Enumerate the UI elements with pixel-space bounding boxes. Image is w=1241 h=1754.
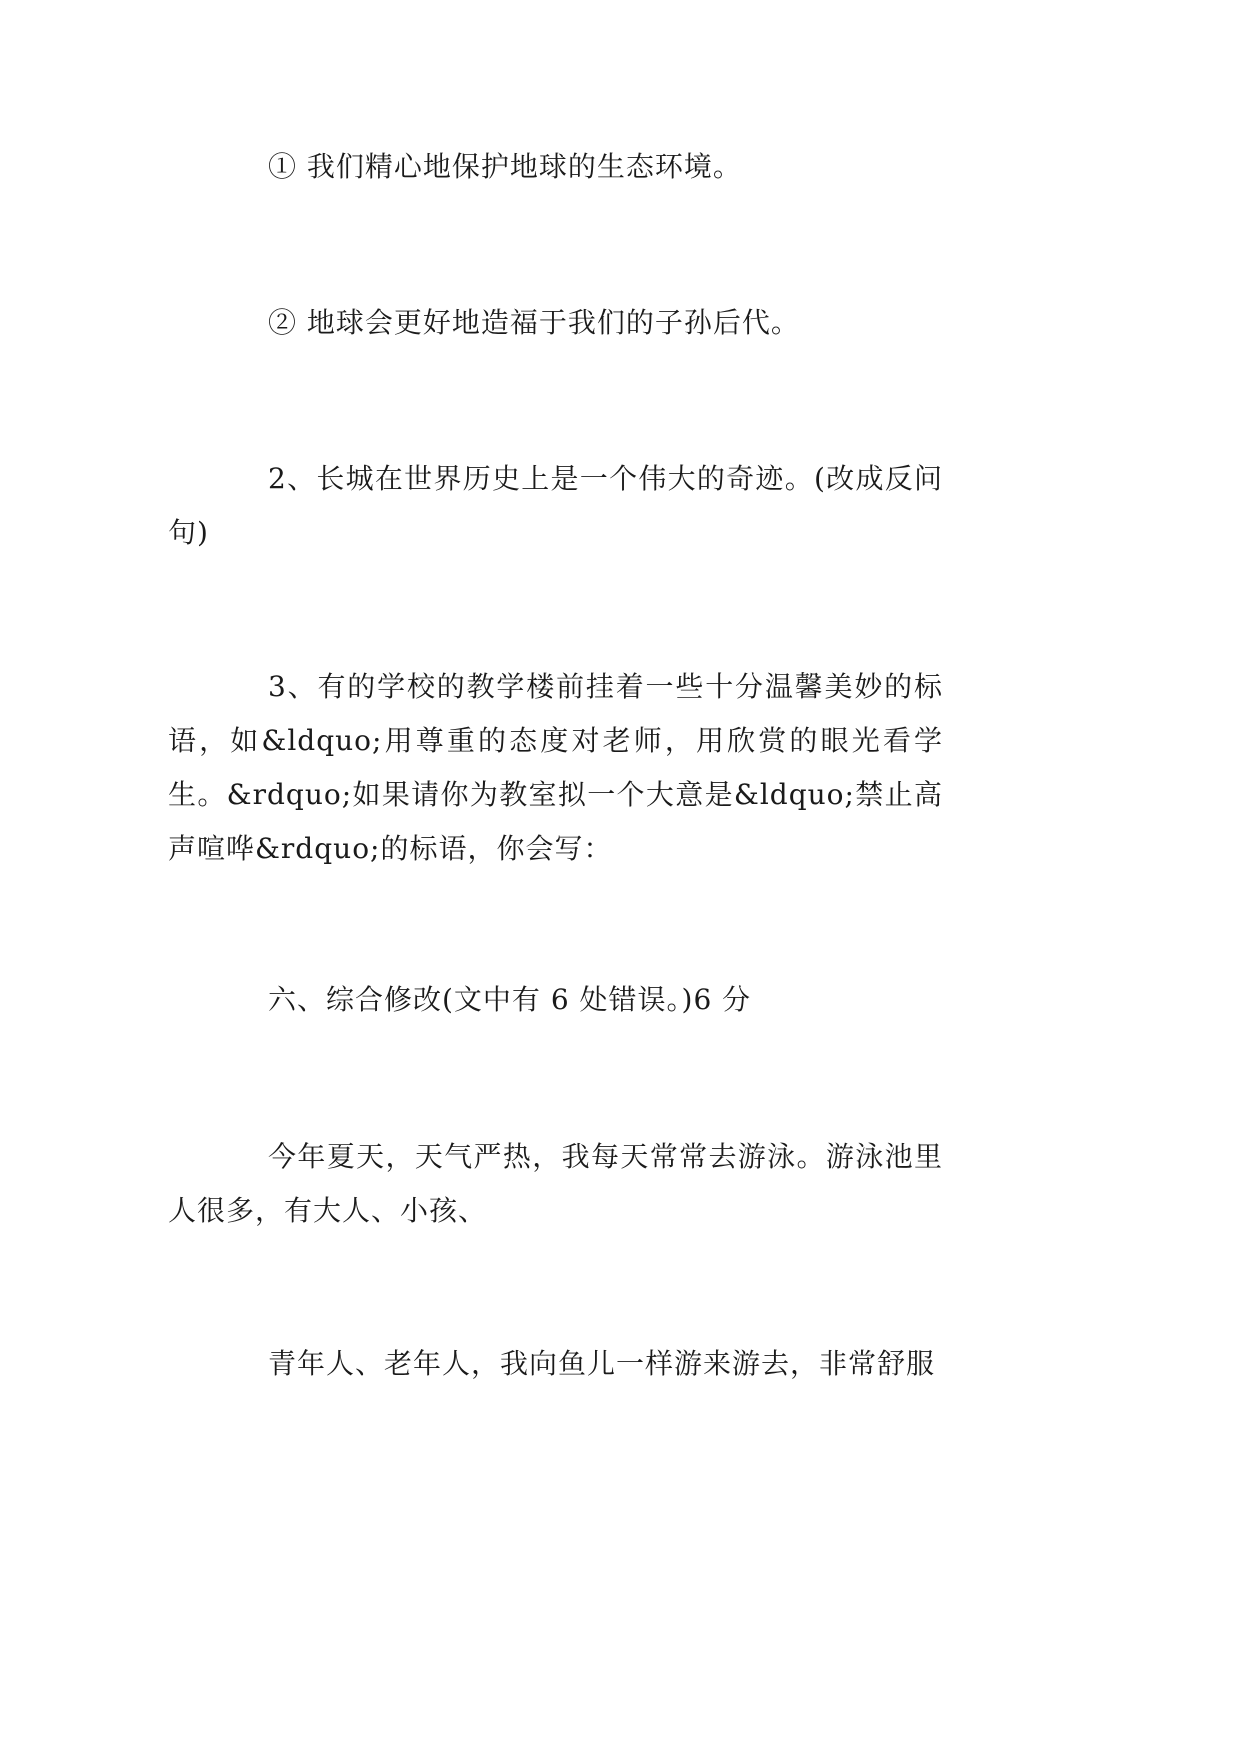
sentence-2-text: ② 地球会更好地造福于我们的子孙后代。 (268, 306, 800, 339)
question-3-text: 3、有的学校的教学楼前挂着一些十分温馨美妙的标语，如&ldquo;用尊重的态度对老师，用欣赏的眼光看学生。&rdquo;如果请你为教室拟一个大意是&ldquo;禁止高声喧哗&rdquo;的标语，你会写： (168, 670, 943, 865)
passage-paragraph-1: 今年夏天，天气严热，我每天常常去游泳。游泳池里人很多，有大人、小孩、 (168, 1140, 943, 1227)
sentence-1-text: ① 我们精心地保护地球的生态环境。 (268, 150, 742, 183)
passage-paragraph-2: 青年人、老年人，我向鱼儿一样游来游去，非常舒服 (268, 1347, 936, 1380)
question-2-text: 2、长城在世界历史上是一个伟大的奇迹。(改成反问句) (168, 462, 943, 549)
section-6-heading: 六、综合修改(文中有 6 处错误。)6 分 (268, 983, 752, 1016)
